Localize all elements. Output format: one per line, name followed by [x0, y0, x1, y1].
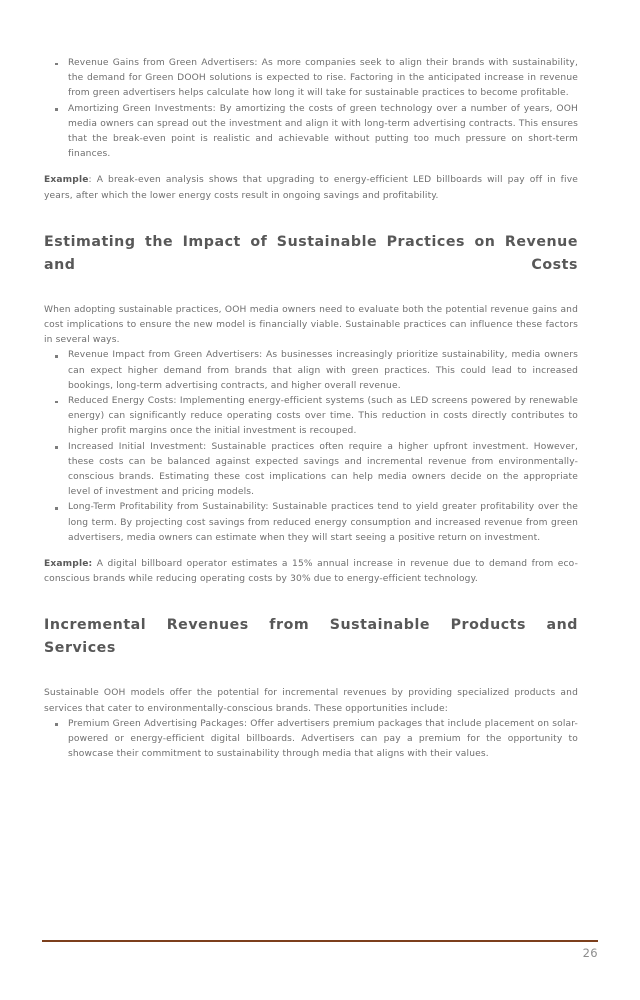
middle-bullet-list	[52, 348, 578, 546]
list-item	[52, 348, 578, 394]
example-text: A break-even analysis shows that upgrading to energy-efficient LED billboards will pay off in five years, after which the lower energy costs result in ongoing savings and profitability.	[44, 175, 578, 201]
bullet-text: Reduced Energy Costs: Implementing energy-efficient systems (such as LED screens powered by renewable energy) can significantly reduce operating costs over time. This reduction in costs directly contributes to higher profit margins once the initial investment is recouped.	[68, 396, 578, 437]
example-label: Example	[44, 175, 89, 186]
example-separator: :	[88, 175, 97, 186]
list-item	[52, 394, 578, 440]
page-content	[44, 56, 578, 763]
list-item	[52, 717, 578, 763]
example-label: Example:	[44, 559, 93, 570]
top-bullet-list	[52, 56, 578, 162]
intro-two-paragraph: Sustainable OOH models offer the potential for incremental revenues by providing specialized products and services that cater to environmentally-conscious brands. These opportunities include:	[44, 688, 578, 714]
bullet-text: Amortizing Green Investments: By amortizing the costs of green technology over a number of years, OOH media owners can spread out the investment and align it with long-term advertising contracts. This ensures that the break-even point is realistic and achievable without putting too much pressure on short-term finances.	[68, 103, 578, 160]
example-one-paragraph	[44, 173, 578, 203]
bullet-text: Long-Term Profitability from Sustainability: Sustainable practices tend to yield greater profitability over the long term. By projecting cost savings from reduced energy consumption and increased revenue from green advertisers, media owners can estimate when they will start seeing a positive return on investment.	[68, 502, 578, 543]
bullet-text: Revenue Impact from Green Advertisers: As businesses increasingly prioritize sustainability, media owners can expect higher demand from brands that align with green practices. This could lead to increased bookings, long-term advertising contracts, and higher overall revenue.	[68, 350, 578, 391]
section-heading: Incremental Revenues from Sustainable Products and Services	[44, 617, 578, 657]
footer-divider	[42, 940, 598, 942]
example-text: A digital billboard operator estimates a 15% annual increase in revenue due to demand from eco-conscious brands while reducing operating costs by 30% due to energy-efficient technology.	[44, 559, 578, 585]
page-footer	[42, 940, 598, 960]
page-number: 26	[582, 946, 598, 960]
intro-one-paragraph: When adopting sustainable practices, OOH media owners need to evaluate both the potential revenue gains and cost implications to ensure the new model is financially viable. Sustainable practices can influence these factors in several ways.	[44, 304, 578, 346]
heading-two-block	[44, 614, 578, 683]
bullet-text: Premium Green Advertising Packages: Offer advertisers premium packages that include placement on solar-powered or energy-efficient digital billboards. Advertisers can pay a premium for the opportunity to showcase their commitment to sustainability through media that aligns with their values.	[68, 718, 578, 760]
list-item	[52, 440, 578, 501]
list-item	[52, 500, 578, 546]
bullet-text: Revenue Gains from Green Advertisers: As more companies seek to align their brands with sustainability, the demand for Green DOOH solutions is expected to rise. Factoring in the anticipated increase in revenue from green advertisers helps calculate how long it will take for sustainable practices to become profitable.	[68, 58, 578, 99]
section-heading: Estimating the Impact of Sustainable Practices on Revenue and Costs	[44, 233, 578, 273]
list-item	[52, 102, 578, 163]
heading-one-block	[44, 231, 578, 300]
example-two-paragraph	[44, 557, 578, 587]
bottom-bullet-list	[52, 717, 578, 763]
list-item	[52, 56, 578, 102]
bullet-text: Increased Initial Investment: Sustainable practices often require a higher upfront investment. However, these costs can be balanced against expected savings and incremental revenue from environmentally-conscious brands. Estimating these cost implications can help media owners decide on the appropriate level of investment and pricing models.	[68, 441, 578, 498]
